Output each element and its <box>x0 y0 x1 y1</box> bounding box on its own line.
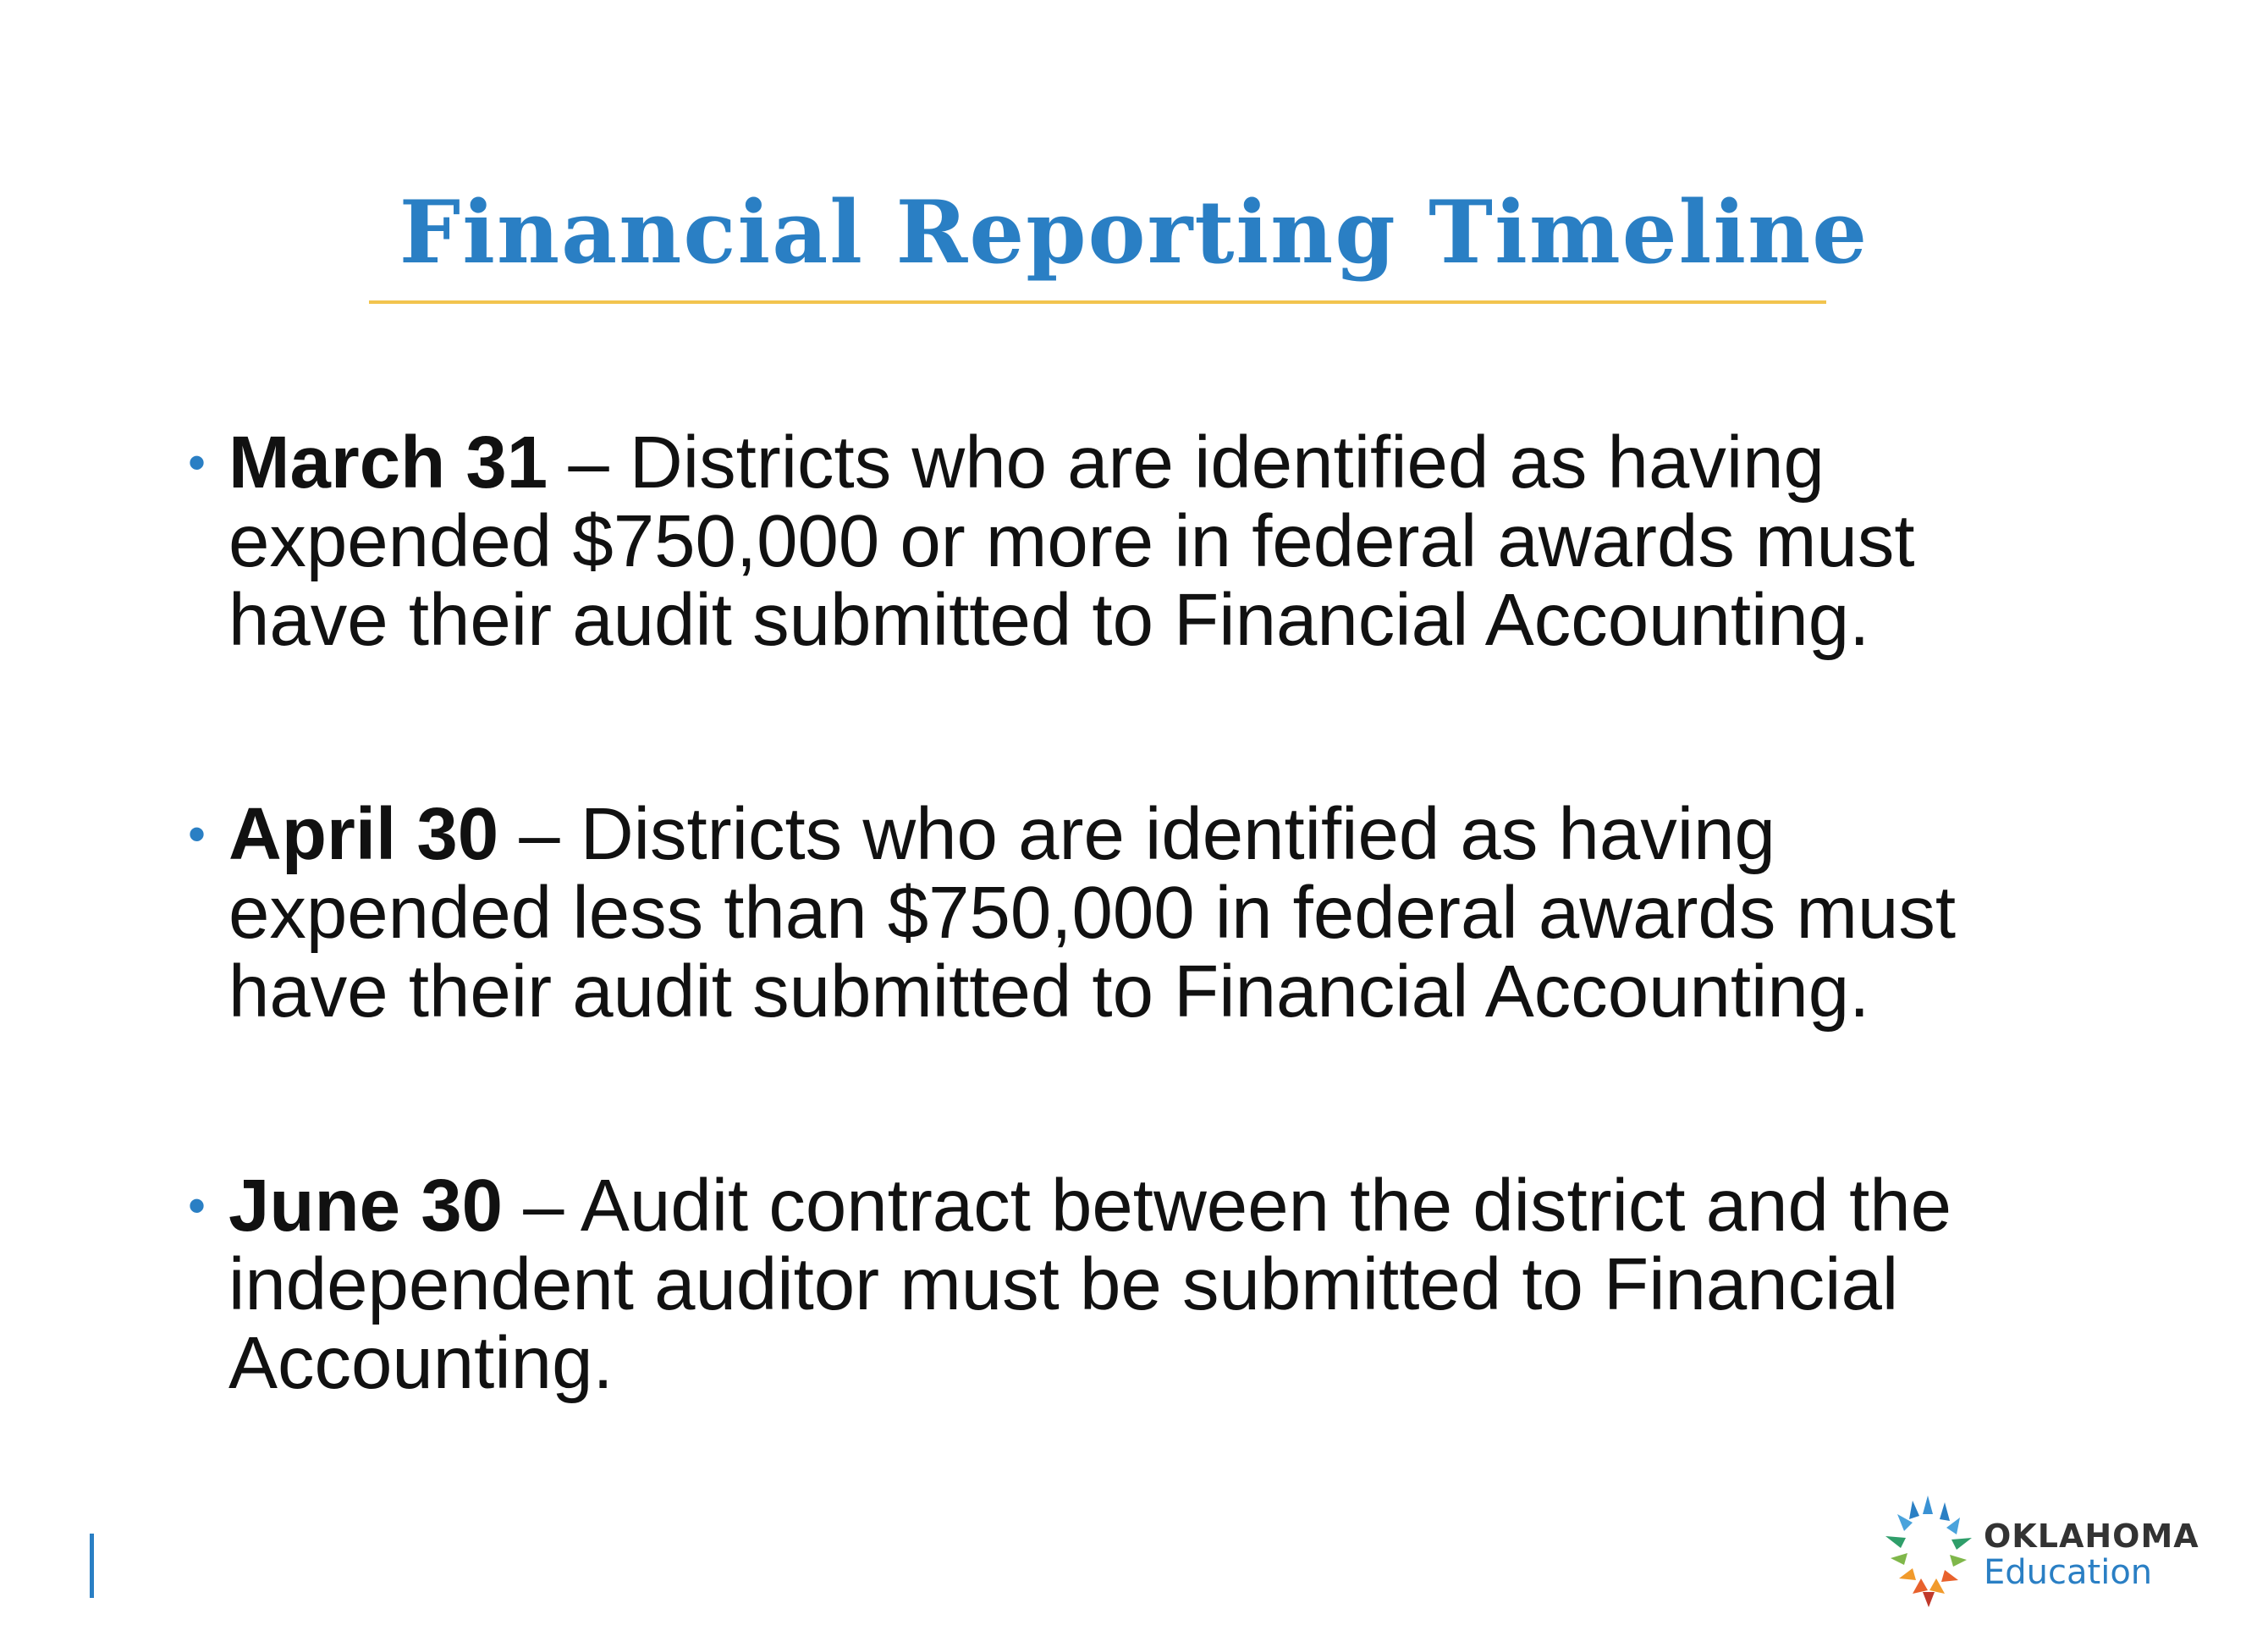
slide-title: Financial Reporting Timeline <box>399 182 1869 284</box>
bullet-icon: • <box>188 434 206 491</box>
timeline-item-june <box>188 1166 1982 1402</box>
timeline-text: – Audit contract between the district and the independent auditor must be submitted to Financial Accounting. <box>228 1165 1952 1404</box>
timeline-date: June 30 <box>228 1165 503 1247</box>
slide-left-marker <box>90 1534 94 1598</box>
logo-line-2: Education <box>1984 1553 2153 1592</box>
bullet-icon: • <box>188 1177 206 1234</box>
oklahoma-education-logo <box>1879 1494 2199 1612</box>
timeline-text: – Districts who are identified as having expended $750,000 or more in federal awards must have their audit submitted to Financial Accounting. <box>228 421 1915 661</box>
logo-line-1: OKLAHOMA <box>1984 1518 2199 1555</box>
timeline-item-march <box>188 423 1982 659</box>
bullet-icon: • <box>188 806 206 862</box>
timeline-date: March 31 <box>228 421 548 504</box>
timeline-date: April 30 <box>228 793 499 875</box>
timeline-text: – Districts who are identified as having expended less than $750,000 in federal awards must have their audit submitted to Financial Accounting. <box>228 793 1957 1033</box>
timeline-list <box>188 423 1982 1402</box>
title-underline <box>369 300 1826 304</box>
timeline-item-april <box>188 795 1982 1031</box>
star-logo-icon <box>1879 1494 1979 1609</box>
